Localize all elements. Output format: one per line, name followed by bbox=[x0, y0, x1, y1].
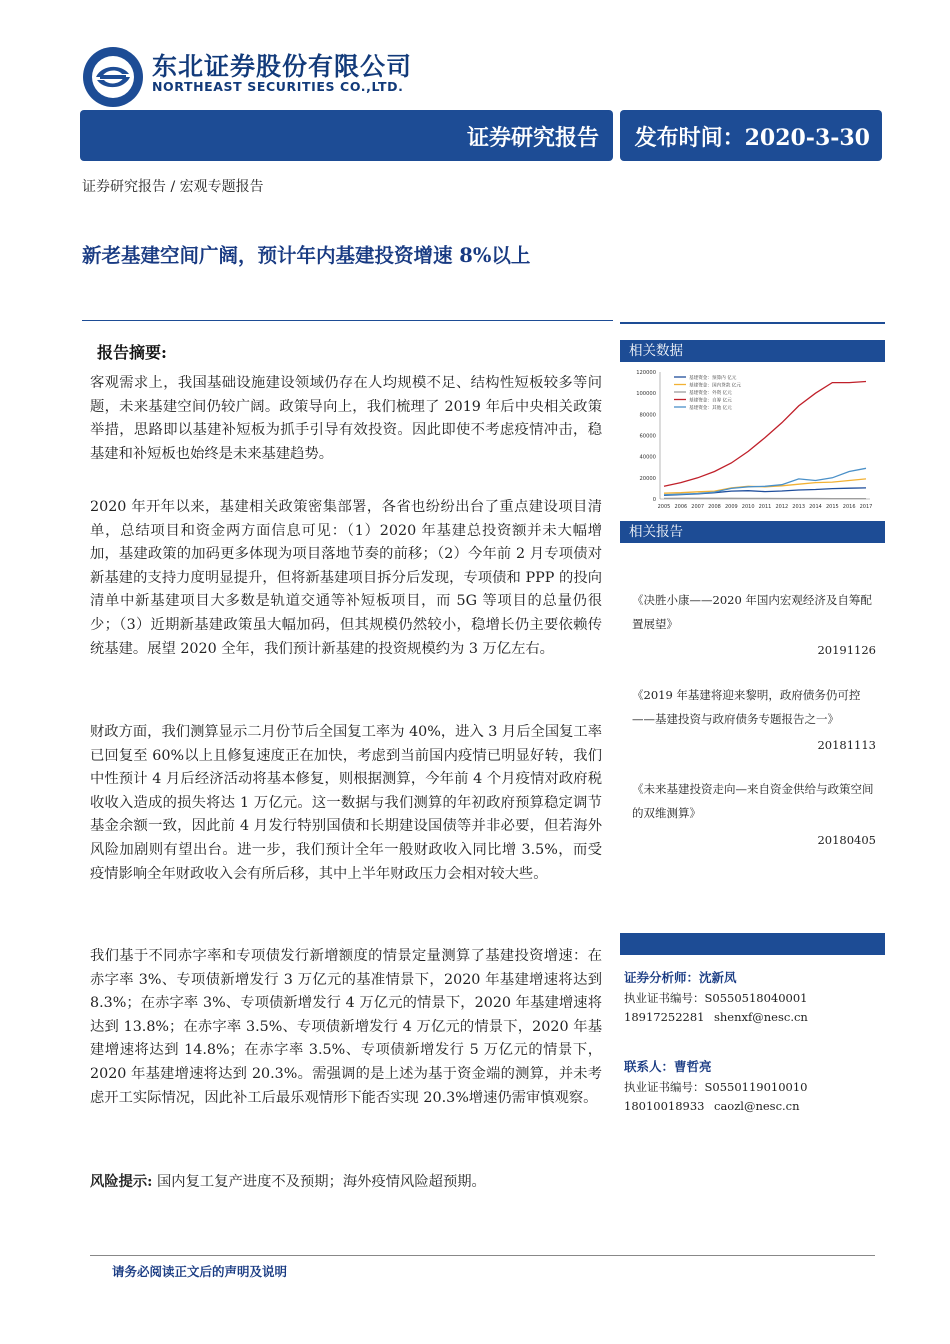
company-name-en: NORTHEAST SECURITIES CO.,LTD. bbox=[152, 79, 404, 94]
x-tick-label: 2014 bbox=[809, 504, 822, 510]
related-report-link[interactable]: 《2019 年基建将迎来黎明，政府债务仍可控——基建投资与政府债务专题报告之一》 bbox=[632, 688, 861, 726]
x-tick-label: 2011 bbox=[758, 504, 772, 510]
legend-label: 基建资金：自筹 亿元 bbox=[689, 398, 732, 404]
series-line bbox=[664, 382, 866, 487]
summary-paragraph: 2020 年开年以来，基建相关政策密集部署，各省也纷纷出台了重点建设项目清单，总结项目和资金两方面信息可见：（1）2020 年基建总投资额并未大幅增加，基建政策的加码更多体现为项目落地节奏的前移；（2）今年前 2 月专项债对新基建的支持力度明显提升，但将新基建项目拆分后发现，专项债和 PPP 的投向清单中新基建项目大多数是轨道交通等补短板项目，而 5G 等项目的总量仍很少；（3）近期新基建政策虽大幅加码，但其规模仍然较小，稳增长仍主要依赖传统基建。展望 2020 全年，我们预计新基建的投资规模约为 3 万亿左右。 bbox=[90, 499, 602, 657]
x-tick-label: 2013 bbox=[792, 504, 806, 510]
infrastructure-funding-chart bbox=[620, 366, 885, 516]
analyst-line bbox=[624, 968, 737, 986]
y-tick-label: 40000 bbox=[639, 454, 656, 461]
x-tick-label: 2008 bbox=[708, 504, 721, 510]
analyst-header-bar bbox=[620, 933, 885, 955]
risk-text: 国内复工复产进度不及预期；海外疫情风险超预期。 bbox=[157, 1174, 486, 1190]
risk-note bbox=[90, 1171, 486, 1191]
contact-email[interactable]: caozl@nesc.cn bbox=[714, 1099, 800, 1113]
divider bbox=[82, 320, 613, 321]
y-tick-label: 20000 bbox=[639, 475, 656, 482]
x-tick-label: 2009 bbox=[724, 504, 738, 510]
footer-disclaimer: 请务必阅读正文后的声明及说明 bbox=[112, 1264, 288, 1279]
company-name-cn: 东北证券股份有限公司 bbox=[152, 52, 413, 81]
publish-date-label: 发布时间：2020-3-30 bbox=[634, 125, 870, 151]
related-report-date: 20191126 bbox=[817, 643, 876, 657]
publish-date-banner bbox=[620, 110, 882, 161]
contact-line bbox=[624, 1057, 712, 1075]
report-type-label: 证券研究报告 bbox=[466, 125, 599, 151]
y-tick-label: 120000 bbox=[636, 370, 656, 376]
y-tick-label: 100000 bbox=[636, 391, 656, 398]
related-report-date: 20180405 bbox=[817, 833, 876, 847]
report-title: 新老基建空间广阔，预计年内基建投资增速 8%以上 bbox=[82, 244, 531, 267]
contact-label: 联系人： bbox=[624, 1059, 675, 1074]
breadcrumb: 证券研究报告 / 宏观专题报告 bbox=[82, 179, 264, 195]
analyst-name: 沈新凤 bbox=[699, 970, 737, 985]
x-tick-label: 2012 bbox=[775, 504, 789, 510]
analyst-phone: 18917252281 bbox=[624, 1010, 705, 1024]
contact-phone: 18010018933 bbox=[624, 1099, 705, 1113]
analyst-email[interactable]: shenxf@nesc.cn bbox=[714, 1010, 808, 1024]
x-tick-label: 2007 bbox=[691, 504, 705, 510]
report-type-banner bbox=[80, 110, 613, 161]
x-tick-label: 2017 bbox=[859, 504, 873, 510]
risk-label: 风险提示: bbox=[90, 1174, 153, 1190]
summary-paragraph: 财政方面，我们测算显示二月份节后全国复工率为 40%，进入 3 月后全国复工率已回复至 60%以上且修复速度正在加快，考虑到当前国内疫情已明显好转，我们中性预计 4 月后经济活动将基本修复，则根据测算，今年前 4 个月疫情对政府税收收入造成的损失将达 1 万亿元。这一数据与我们测算的年初政府预算稳定调节基金余额一致，因此前 4 月发行特别国债和长期建设国债等并非必要，但若海外风险加剧则有望出台。进一步，我们预计全年一般财政收入同比增 3.5%，而受疫情影响全年财政收入会有所后移，其中上半年财政压力会相对较大些。 bbox=[90, 724, 603, 882]
summary-heading: 报告摘要: bbox=[97, 343, 167, 362]
related-report-date: 20181113 bbox=[817, 738, 876, 752]
analyst-label: 证券分析师： bbox=[624, 970, 700, 985]
footer-divider bbox=[90, 1255, 875, 1256]
analyst-cert: 执业证书编号：S0550518040001 bbox=[624, 991, 808, 1005]
x-tick-label: 2016 bbox=[842, 504, 856, 510]
contact-cert: 执业证书编号：S0550119010010 bbox=[624, 1080, 808, 1094]
related-data-header: 相关数据 bbox=[620, 340, 885, 362]
legend-label: 基建资金：其他 亿元 bbox=[689, 405, 732, 411]
y-tick-label: 60000 bbox=[639, 433, 656, 440]
related-report-link[interactable]: 《决胜小康——2020 年国内宏观经济及自筹配置展望》 bbox=[632, 593, 872, 631]
legend-label: 基建资金：预算内 亿元 bbox=[689, 375, 737, 381]
legend-label: 基建资金：外资 亿元 bbox=[689, 390, 732, 396]
related-report-link[interactable]: 《未来基建投资走向—来自资金供给与政策空间的双维测算》 bbox=[632, 782, 874, 820]
summary-paragraph: 我们基于不同赤字率和专项债发行新增额度的情景定量测算了基建投资增速：在赤字率 3%、专项债新增发行 3 万亿元的基准情景下，2020 年基建增速将达到 8.3%；在赤字率 3%、专项债新增发行 4 万亿元的情景下，2020 年基建增速将达到 13.8%；在赤字率 3.5%、专项债新增发行 4 万亿元的情景下，2020 年基建增速将达到 14.8%；在赤字率 3.5%、专项债新增发行 5 万亿元的情景下，2020 年基建增速将达到 20.3%。需强调的是上述为基于资金端的测算，并未考虑开工实际情况，因此补工后最乐观情形下能否实现 20.3%增速仍需审慎观察。 bbox=[90, 948, 602, 1106]
x-tick-label: 2005 bbox=[657, 504, 671, 510]
related-reports-header: 相关报告 bbox=[620, 521, 885, 543]
x-tick-label: 2015 bbox=[825, 504, 839, 510]
x-tick-label: 2006 bbox=[674, 504, 688, 510]
legend-label: 基建资金：国内贷款 亿元 bbox=[689, 383, 741, 389]
x-tick-label: 2010 bbox=[741, 504, 755, 510]
company-logo-icon bbox=[82, 46, 144, 108]
divider bbox=[620, 322, 885, 324]
summary-paragraph: 客观需求上，我国基础设施建设领域仍存在人均规模不足、结构性短板较多等问题，未来基建空间仍较广阔。政策导向上，我们梳理了 2019 年后中央相关政策举措，思路即以基建补短板为抓手引导有效投资。因此即使不考虑疫情冲击，稳基建和补短板也始终是未来基建趋势。 bbox=[90, 375, 602, 462]
y-tick-label: 0 bbox=[652, 497, 656, 503]
y-tick-label: 80000 bbox=[639, 412, 656, 419]
contact-name: 曹哲亮 bbox=[674, 1059, 712, 1074]
